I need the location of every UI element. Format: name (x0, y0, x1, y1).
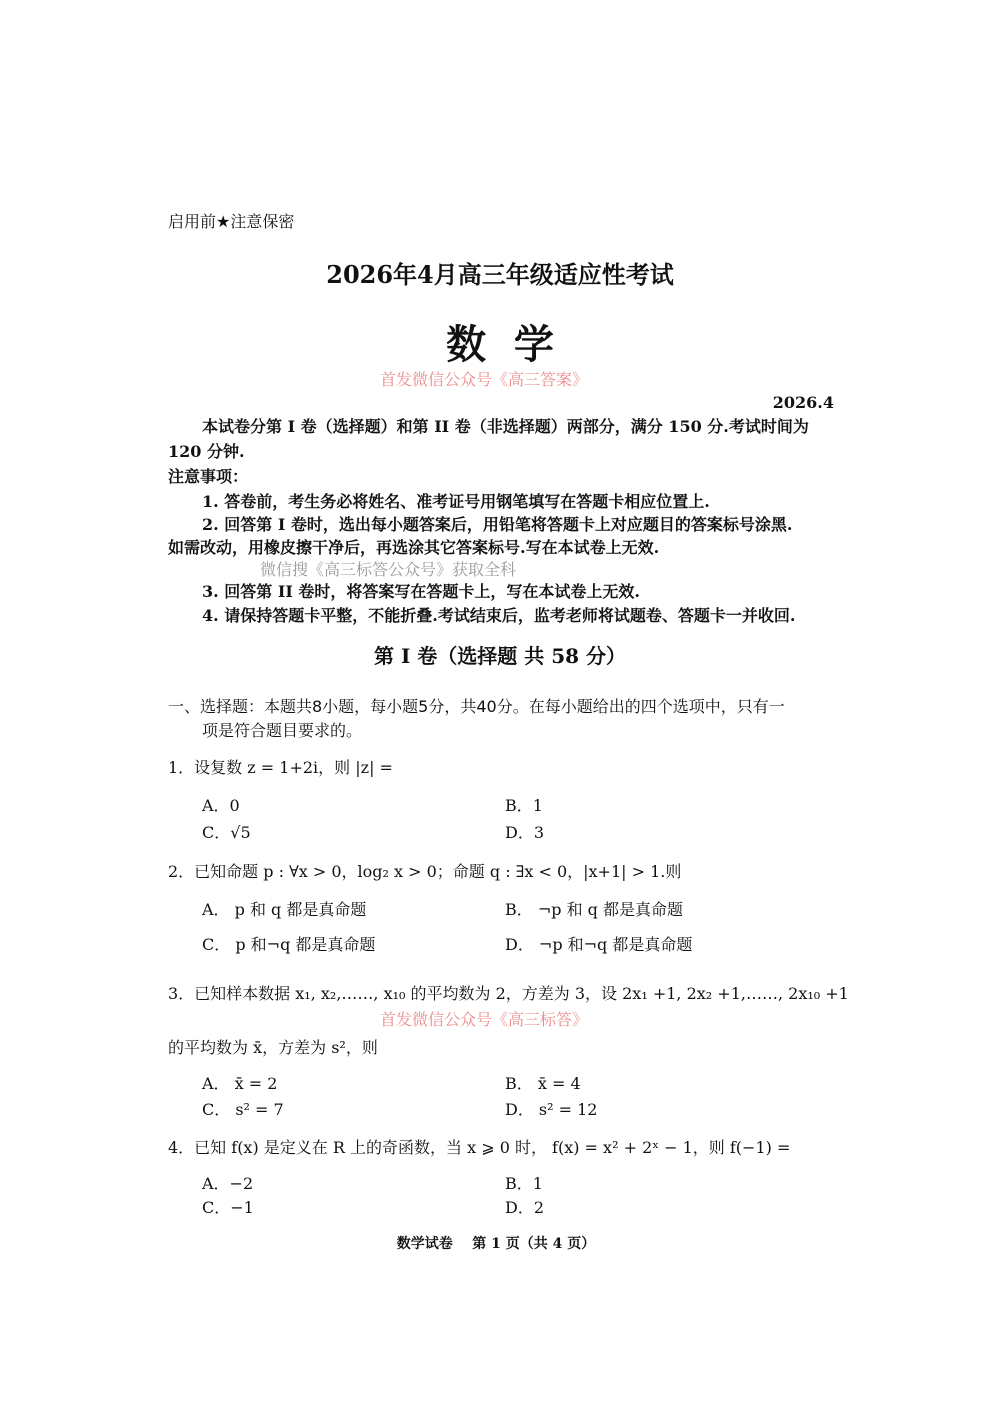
subject-title: 数 学 (446, 321, 554, 368)
option: B．1 (505, 796, 543, 815)
option: D．3 (505, 823, 545, 842)
option: B． ¬p 和 q 都是真命题 (505, 900, 683, 919)
page-footer: 数学试卷 第 1 页（共 4 页） (396, 1236, 596, 1252)
option: A．−2 (202, 1174, 254, 1193)
question-4: 4．已知 f(x) 是定义在 R 上的奇函数，当 x ⩾ 0 时， f(x) = x² + 2ˣ − 1，则 f(−1) = (168, 1138, 791, 1157)
section-instruction: 一、选择题：本题共8小题，每小题5分，共40分。在每小题给出的四个选项中，只有一 (168, 697, 785, 716)
watermark: 首发微信公众号《高三标答》 (380, 1010, 589, 1029)
option: A． p 和 q 都是真命题 (202, 900, 367, 919)
option: A．0 (202, 796, 240, 815)
intro-line: 120 分钟. (168, 442, 245, 461)
section-instruction: 项是符合题目要求的。 (202, 721, 363, 740)
watermark: 微信搜《高三标答公众号》获取全科 (260, 560, 517, 579)
option: C． p 和¬q 都是真命题 (202, 935, 376, 954)
exam-title: 2026年4月高三年级适应性考试 (326, 260, 674, 289)
question-3-cont: 的平均数为 x̄，方差为 s²，则 (168, 1038, 378, 1057)
option: C．−1 (202, 1198, 254, 1217)
option: B．1 (505, 1174, 543, 1193)
option: C．√5 (202, 823, 251, 842)
notice-item: 1. 答卷前，考生务必将姓名、准考证号用钢笔填写在答题卡相应位置上. (202, 492, 710, 511)
notice-title: 注意事项： (168, 467, 249, 486)
option: B． x̄ = 4 (505, 1074, 581, 1093)
question-3: 3．已知样本数据 x₁, x₂,……, x₁₀ 的平均数为 2，方差为 3，设 2x₁ +1, 2x₂ +1,……, 2x₁₀ +1 (168, 984, 849, 1003)
option: C． s² = 7 (202, 1100, 284, 1119)
exam-date: 2026.4 (772, 393, 834, 412)
notice-item: 3. 回答第 II 卷时，将答案写在答题卡上，写在本试卷上无效. (202, 582, 640, 601)
option: A． x̄ = 2 (202, 1074, 278, 1093)
confidential-label: 启用前★注意保密 (168, 212, 295, 231)
watermark: 首发微信公众号《高三答案》 (380, 370, 589, 389)
notice-item: 2. 回答第 I 卷时，选出每小题答案后，用铅笔将答题卡上对应题目的答案标号涂黑. (202, 515, 793, 534)
intro-line: 本试卷分第 I 卷（选择题）和第 II 卷（非选择题）两部分，满分 150 分.考试时间为 (202, 417, 809, 436)
notice-item: 4. 请保持答题卡平整，不能折叠.考试结束后，监考老师将试题卷、答题卡一并收回. (202, 606, 796, 625)
section-title: 第 I 卷（选择题 共 58 分） (373, 644, 626, 668)
question-1: 1．设复数 z = 1+2i，则 |z| = (168, 758, 393, 777)
option: D．2 (505, 1198, 545, 1217)
option: D． ¬p 和¬q 都是真命题 (505, 935, 693, 954)
option: D． s² = 12 (505, 1100, 598, 1119)
question-2: 2．已知命题 p : ∀x > 0，log₂ x > 0；命题 q : ∃x < 0，|x+1| > 1.则 (168, 862, 682, 881)
notice-item: 如需改动，用橡皮擦干净后，再选涂其它答案标号.写在本试卷上无效. (168, 538, 660, 557)
